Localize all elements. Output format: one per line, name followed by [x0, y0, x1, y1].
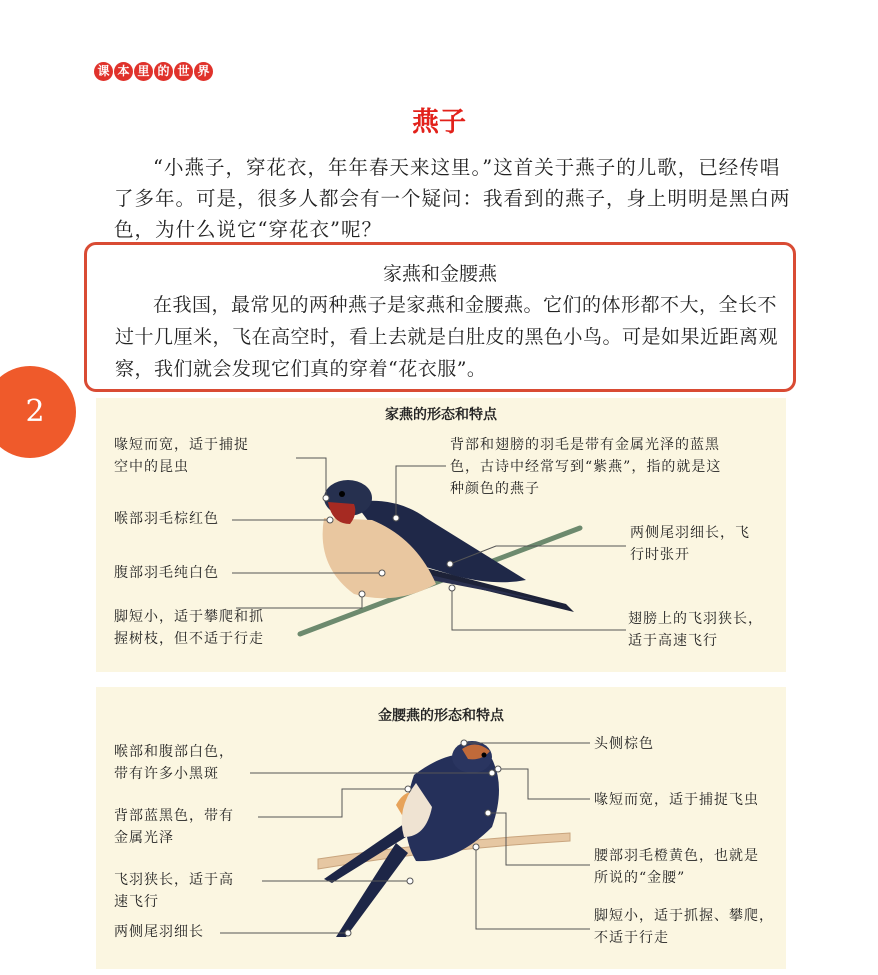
throat-label: 喉部羽毛棕红色	[114, 511, 219, 527]
rump-label: 腰部羽毛橙黄色，也就是 所说的“金腰”	[594, 848, 759, 886]
intro-paragraph: “小燕子，穿花衣，年年春天来这里。”这首关于燕子的儿歌，已经传唱了多年。可是，很多人都会有一个疑问：我看到的燕子，身上明明是黑白两色，为什么说它“穿花衣”呢？	[114, 156, 791, 241]
tag-char: 课	[94, 62, 113, 81]
tag-char: 本	[114, 62, 133, 81]
tail-label: 两侧尾羽细长	[114, 924, 204, 940]
belly-label: 腹部羽毛纯白色	[114, 565, 219, 581]
page-number-badge: 2	[0, 366, 76, 458]
back-label: 背部和翅膀的羽毛是带有金属光泽的蓝黑 色，古诗中经常写到“紫燕”，指的就是这 种颜色的燕子	[450, 437, 722, 497]
box-heading: 家燕和金腰燕	[382, 263, 497, 285]
page-title: 燕子	[412, 107, 466, 138]
barn-swallow-panel	[96, 398, 786, 672]
section-tag	[94, 62, 213, 81]
box-body: 在我国，最常见的两种燕子是家燕和金腰燕。它们的体形都不大，全长不过十几厘米，飞在高空时，看上去就是白肚皮的黑色小鸟。可是如果近距离观察，我们就会发现它们真的穿着“花衣服”。	[115, 294, 779, 380]
throat-label: 喉部和腹部白色， 带有许多小黑斑	[114, 744, 234, 782]
highlight-box	[84, 242, 796, 392]
head-label: 头侧棕色	[594, 736, 654, 752]
back-label: 背部蓝黑色，带有 金属光泽	[114, 808, 234, 846]
feet-label: 脚短小，适于攀爬和抓 握树枝，但不适于行走	[114, 609, 264, 647]
beak-label: 喙短而宽，适于捕捉 空中的昆虫	[114, 437, 249, 475]
panel-title: 金腰燕的形态和特点	[378, 707, 504, 723]
beak-label: 喙短而宽，适于捕捉飞虫	[594, 792, 759, 808]
panel-title: 家燕的形态和特点	[385, 406, 497, 422]
wing-label: 翅膀上的飞羽狭长， 适于高速飞行	[628, 611, 763, 649]
tag-char: 界	[194, 62, 213, 81]
tag-char: 的	[154, 62, 173, 81]
wing-label: 飞羽狭长，适于高 速飞行	[114, 872, 234, 910]
tag-char: 里	[134, 62, 153, 81]
feet-label: 脚短小，适于抓握、攀爬， 不适于行走	[594, 908, 774, 946]
tail-label: 两侧尾羽细长，飞 行时张开	[630, 525, 750, 563]
red-rumped-swallow-panel	[96, 687, 786, 969]
tag-char: 世	[174, 62, 193, 81]
